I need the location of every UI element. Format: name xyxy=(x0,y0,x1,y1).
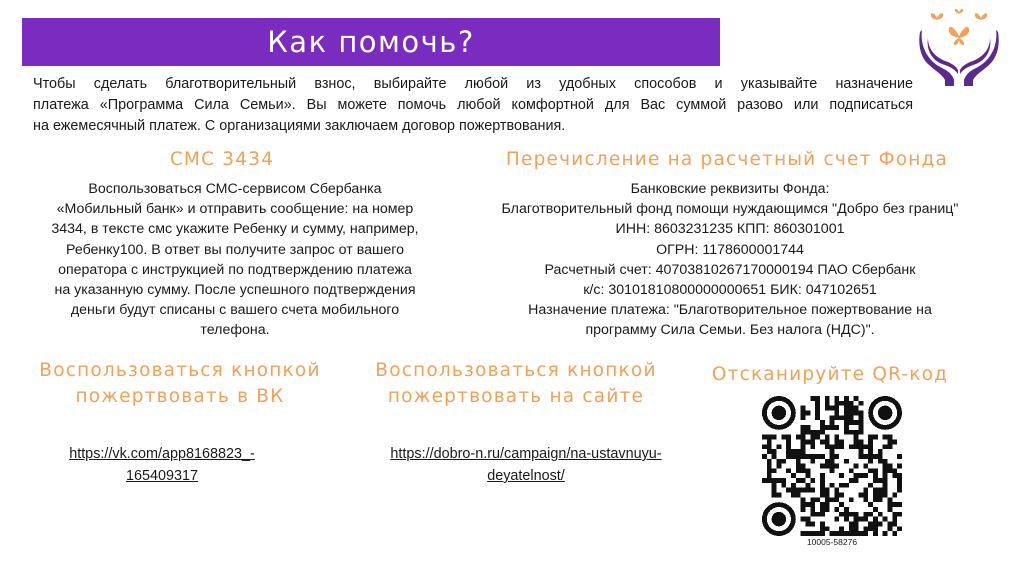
bank-line: Расчетный счет: 40703810267170000194 ПАО Сбербанк xyxy=(544,261,916,278)
sms-line: деньги будут списаны с вашего счета мобильного xyxy=(70,302,400,319)
bank-line: Благотворительный фонд помощи нуждающимся "Добро без границ" xyxy=(501,201,959,218)
bank-line: ОГРН: 1178600001744 xyxy=(656,241,804,258)
intro-line: платежа «Программа Сила Семьи». Вы можете помочь любой комфортной для Вас суммой разово или подписаться xyxy=(33,97,913,113)
qr-heading: Отсканируйте QR-код xyxy=(711,364,949,385)
butterflies-hands-logo-icon xyxy=(918,8,1000,88)
sms-line: Ребенку100. В ответ вы получите запрос от вашего xyxy=(66,241,404,258)
bank-line: Назначение платежа: "Благотворительное пожертвование на xyxy=(528,302,932,319)
sms-instructions xyxy=(26,179,444,341)
vk-heading xyxy=(20,358,340,410)
vk-link-line: https://vk.com/app8168823_- xyxy=(69,446,255,462)
site-link-line: https://dobro-n.ru/campaign/na-ustavnuyu- xyxy=(390,446,662,462)
sms-heading: СМС 3434 xyxy=(169,149,275,170)
vk-heading-line: пожертвовать в ВК xyxy=(75,386,285,407)
intro-line: Чтобы сделать благотворительный взнос, выбирайте любой из удобных способов и указывайте назначение xyxy=(33,76,913,92)
bank-line: Банковские реквизиты Фонда: xyxy=(630,181,830,197)
bank-line: программу Сила Семьи. Без налога (НДС)". xyxy=(585,322,875,339)
sms-line: на указанную сумму. После успешного подтверждения xyxy=(54,282,416,299)
qr-code-icon[interactable] xyxy=(762,396,902,536)
bank-details xyxy=(466,179,994,341)
qr-caption: 10005-58276 xyxy=(806,537,858,547)
vk-heading-line: Воспользоваться кнопкой xyxy=(39,360,321,381)
site-donate-link[interactable] xyxy=(370,443,682,487)
bank-line: к/с: 30101810800000000651 БИК: 047102651 xyxy=(583,282,877,299)
intro-line: на ежемесячный платеж. С организациями заключаем договор пожертвования. xyxy=(33,118,566,134)
bank-heading: Перечисление на расчетный счет Фонда xyxy=(505,149,949,170)
page-title: Как помочь? xyxy=(267,25,475,59)
bank-line: ИНН: 8603231235 КПП: 860301001 xyxy=(615,221,845,238)
sms-line: телефона. xyxy=(200,322,270,339)
vk-donate-link[interactable] xyxy=(34,443,290,487)
sms-line: Воспользоваться СМС-сервисом Сбербанка xyxy=(88,181,382,197)
vk-link-line: 165409317 xyxy=(125,468,199,484)
site-heading xyxy=(356,358,676,410)
site-heading-line: пожертвовать на сайте xyxy=(387,386,645,407)
site-heading-line: Воспользоваться кнопкой xyxy=(375,360,657,381)
intro-text xyxy=(33,74,913,137)
site-link-line: deyatelnost/ xyxy=(487,468,565,484)
sms-line: оператора с инструкцией по подтверждению платежа xyxy=(58,261,412,278)
sms-line: 3434, в тексте смс укажите Ребенку и сумму, например, xyxy=(51,221,419,238)
sms-line: «Мобильный банк» и отправить сообщение: на номер xyxy=(56,201,414,218)
title-banner xyxy=(22,18,720,66)
